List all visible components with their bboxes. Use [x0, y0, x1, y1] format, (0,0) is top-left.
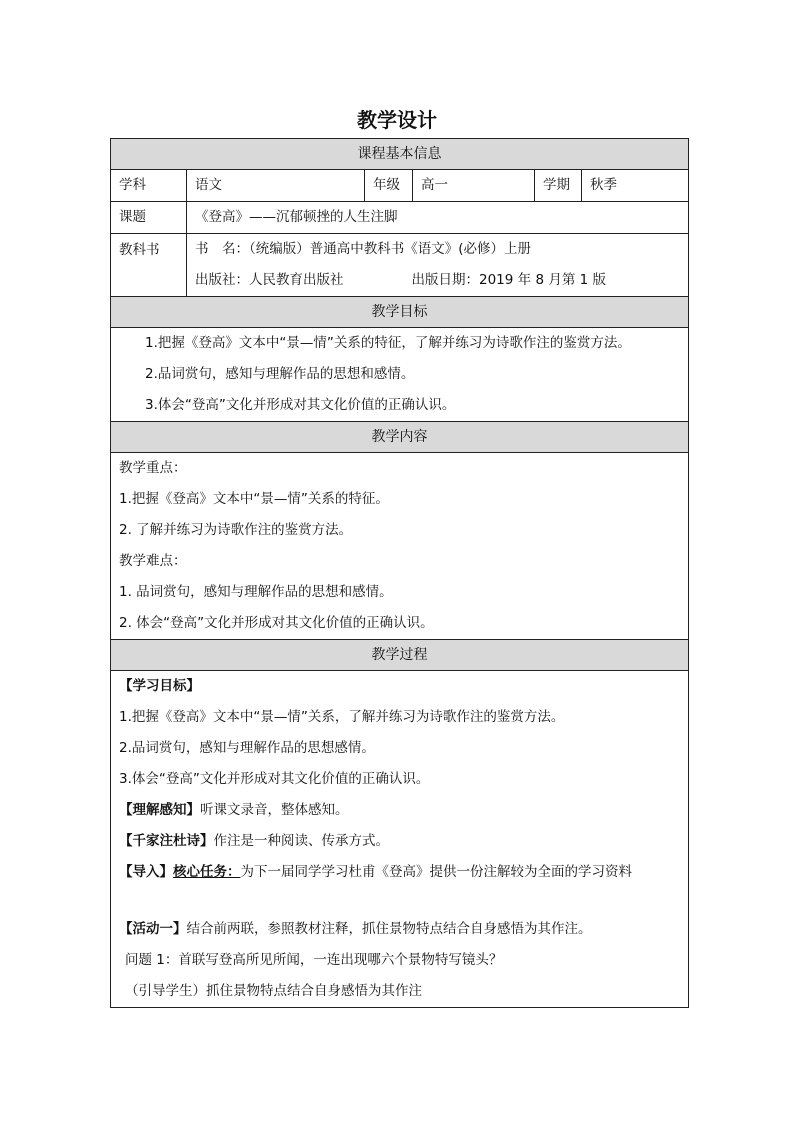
objectives-cell [111, 328, 689, 422]
book-name: 书 名：（统编版）普通高中教科书《语文》(必修）上册 [195, 241, 532, 257]
topic-row [111, 202, 689, 234]
perceive-line [119, 795, 680, 826]
perceive-tag: 【理解感知】 [119, 802, 200, 818]
lesson-plan-table [110, 138, 689, 1008]
goal-item: 1.把握《登高》文本中“景—情”关系，了解并练习为诗歌作注的鉴赏方法。 [119, 709, 565, 725]
difficulty-item: 2. 体会“登高”文化并形成对其文化价值的正确认识。 [119, 615, 434, 631]
topic-value: 《登高》——沉郁顿挫的人生注脚 [187, 202, 689, 234]
section-header-basic-info [111, 139, 689, 170]
section-header-process [111, 640, 689, 671]
publisher: 出版社：人民教育出版社 [195, 272, 344, 288]
section-title: 教学过程 [111, 640, 689, 671]
intro-line [119, 857, 680, 888]
term-value: 秋季 [582, 170, 689, 202]
annotation-line [119, 826, 680, 857]
activity-tag: 【活动一】 [119, 921, 187, 937]
section-title: 教学内容 [111, 422, 689, 453]
publisher-line [195, 265, 680, 296]
subject-value: 语文 [187, 170, 365, 202]
goals-heading [119, 671, 680, 702]
goal-item: 2.品词赏句，感知与理解作品的思想感情。 [119, 740, 375, 756]
difficulty-item: 1. 品词赏句，感知与理解作品的思想和感情。 [119, 584, 393, 600]
objectives-row [111, 328, 689, 422]
content-cell [111, 453, 689, 640]
activity-text: 结合前两联，参照教材注释，抓住景物特点结合自身感悟为其作注。 [186, 921, 592, 937]
guide-line: （引导学生）抓住景物特点结合自身感悟为其作注 [125, 983, 422, 999]
objective-item: 1.把握《登高》文本中“景—情”关系的特征，了解并练习为诗歌作注的鉴赏方法。 [145, 335, 631, 351]
perceive-text: 听课文录音，整体感知。 [200, 802, 349, 818]
annotation-tag: 【千家注杜诗】 [119, 833, 214, 849]
grade-label: 年级 [365, 170, 413, 202]
content-row [111, 453, 689, 640]
subject-label: 学科 [111, 170, 187, 202]
textbook-label: 教科书 [111, 234, 187, 297]
section-header-content [111, 422, 689, 453]
question-line: 问题 1：首联写登高所见所闻，一连出现哪六个景物特写镜头？ [125, 952, 503, 968]
key-point-item: 2. 了解并练习为诗歌作注的鉴赏方法。 [119, 522, 353, 538]
section-header-objectives [111, 297, 689, 328]
objective-item: 2.品词赏句，感知与理解作品的思想和感情。 [145, 366, 415, 382]
annotation-text: 作注是一种阅读、传承方式。 [213, 833, 389, 849]
process-cell [111, 671, 689, 1008]
intro-tag: 【导入】 [119, 864, 173, 880]
grade-value: 高一 [413, 170, 535, 202]
section-title: 教学目标 [111, 297, 689, 328]
activity-line [119, 914, 680, 945]
info-row [111, 170, 689, 202]
goals-heading-text: 【学习目标】 [119, 678, 200, 694]
section-title: 课程基本信息 [111, 139, 689, 170]
publish-date: 出版日期：2019 年 8 月第 1 版 [411, 272, 606, 288]
goal-item: 3.体会“登高”文化并形成对其文化价值的正确认识。 [119, 771, 430, 787]
key-point-item: 1.把握《登高》文本中“景—情”关系的特征。 [119, 491, 389, 507]
textbook-row [111, 234, 689, 297]
textbook-details [187, 234, 689, 297]
key-points-label: 教学重点： [119, 460, 187, 476]
process-row [111, 671, 689, 1008]
core-task-label: 核心任务： [173, 864, 241, 880]
difficulty-label: 教学难点： [119, 553, 187, 569]
page-title: 教学设计 [357, 108, 437, 132]
objective-item: 3.体会“登高”文化并形成对其文化价值的正确认识。 [145, 397, 456, 413]
core-task-text: 为下一届同学学习杜甫《登高》提供一份注解较为全面的学习资料 [240, 864, 632, 880]
term-label: 学期 [535, 170, 582, 202]
topic-label: 课题 [111, 202, 187, 234]
